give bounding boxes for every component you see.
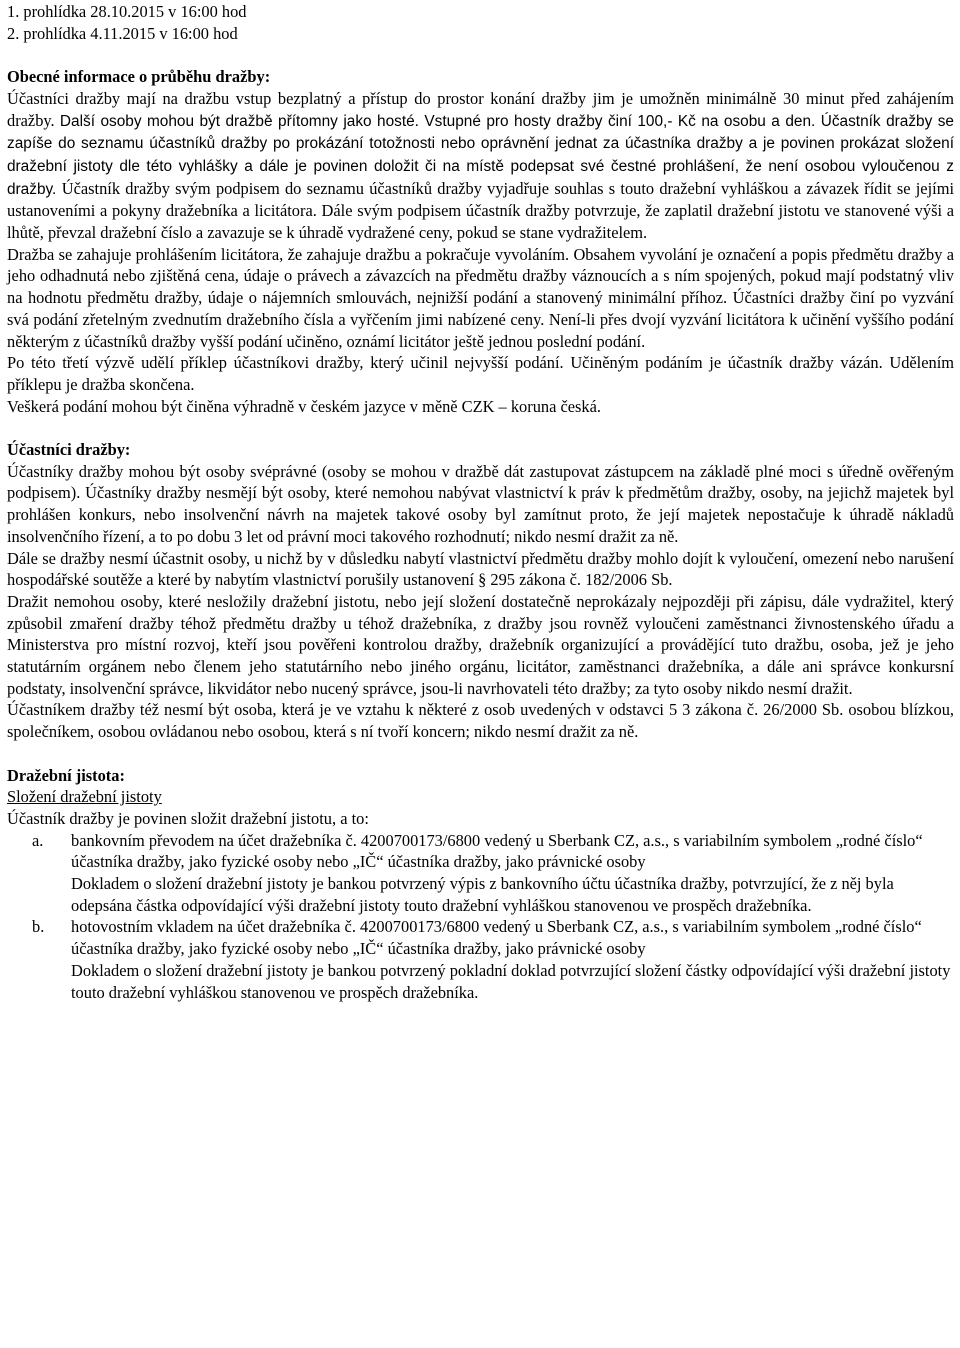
spacer xyxy=(7,743,954,765)
list-item xyxy=(7,916,954,1003)
general-info-heading: Obecné informace o průběhu dražby: xyxy=(7,67,271,87)
spacer xyxy=(7,44,954,66)
participants-paragraph-3: Dražit nemohou osoby, které nesložily dražební jistotu, nebo její složení dostatečně neprokázaly nejpozději při zápisu, dále vydražitel, který způsobil zmaření dražby téhož předmětu dražby u téhož dražebníka, z dražby jsou rovněž vyloučeni zaměstnanci živnostenského úřadu a Ministerstva pro místní rozvoj, kteří jsou pověřeni kontrolou dražby, dražebník organizující a provádějící tuto dražbu, osoba, jež je jeho statutárním orgánem nebo členem jeho statutárního nebo jiného orgánu, licitátor, zaměstnanci dražebníka, a dále ani správce konkursní podstaty, insolvenční správce, likvidátor nebo nucený správce, jsou-li navrhovateli této dražby; za tyto osoby nikdo nesmí dražit. xyxy=(7,591,954,698)
general-info-paragraph-4: Veškerá podání mohou být činěna výhradně v českém jazyce v měně CZK – koruna česká. xyxy=(7,396,601,416)
deposit-method-proof: Dokladem o složení dražební jistoty je bankou potvrzený výpis z bankovního účtu účastníka dražby, potvrzující, že z něj byla odepsána částka odpovídající výši dražební jistoty touto dražební vyhláškou stanovenou ve prospěch dražebníka. xyxy=(71,874,894,915)
participants-paragraph-2: Dále se dražby nesmí účastnit osoby, u nichž by v důsledku nabytí vlastnictví předmětu dražby mohlo dojít k vyloučení, omezení nebo narušení hospodářské soutěže a které by nabytím vlastnictví porušily ustanovení § 295 zákona č. 182/2006 Sb. xyxy=(7,548,954,590)
list-item xyxy=(7,830,954,917)
deposit-intro: Účastník dražby je povinen složit dražební jistotu, a to: xyxy=(7,808,369,828)
list-marker: a. xyxy=(32,830,44,850)
viewing-line-1: 1. prohlídka 28.10.2015 v 16:00 hod xyxy=(7,2,247,21)
deposit-subheading: Složení dražební jistoty xyxy=(7,787,162,807)
participants-heading: Účastníci dražby: xyxy=(7,440,131,460)
general-info-paragraph-1 xyxy=(7,88,954,244)
deposit-methods-list xyxy=(7,830,954,1004)
general-p1-part-c: Účastník dražby svým podpisem do seznamu účastníků dražby vyjadřuje souhlas s touto dražební vyhláškou a závazek řídit se jejími ustanoveními a pokyny dražebníka a licitátora. Dále svým podpisem účastník dražby potvrzuje, že zaplatil dražební jistotu ve stanovené výši a lhůtě, převzal dražební číslo a zavazuje se k úhradě vydražené ceny, pokud se stane vydražitelem. xyxy=(7,178,954,243)
deposit-method-text: hotovostním vkladem na účet dražebníka č. 4200700173/6800 vedený u Sberbank CZ, a.s., s variabilním symbolem „rodné číslo“ účastníka dražby, jako fyzické osoby nebo „IČ“ účastníka dražby, jako právnické osoby xyxy=(71,917,922,959)
participants-paragraph-4: Účastníkem dražby též nesmí být osoba, která je ve vztahu k některé z osob uvedených v odstavci 5 3 zákona č. 26/2000 Sb. osobou blízkou, společníkem, osobou ovládanou nebo osobou, která s ní tvoří koncern; nikdo nesmí dražit za ně. xyxy=(7,700,954,742)
general-info-paragraph-2: Dražba se zahajuje prohlášením licitátora, že zahajuje dražbu a pokračuje vyvoláním. Obsahem vyvolání je označení a popis předmětu dražby a jeho odhadnutá nebo zjištěná cena, údaje o právech a závazcích na předmětu dražby váznoucích a s ním spojených, pokud mají podstatný vliv na hodnotu předmětu dražby, údaje o nájemních smlouvách, nejnižší podání a stanovený minimální příhoz. Účastníci dražby činí po vyzvání svá podání zřetelným zvednutím dražebního čísla a vyřčením jimi nabízené ceny. Není-li přes dvojí vyzvání licitátora k učinění vyššího podání některým z účastníků dražby vyšší podání učiněno, oznámí licitátor ještě jednou poslední podání. xyxy=(7,244,954,351)
deposit-heading: Dražební jistota: xyxy=(7,765,125,785)
deposit-method-text: bankovním převodem na účet dražebníka č. 4200700173/6800 vedený u Sberbank CZ, a.s., s variabilním symbolem „rodné číslo“ účastníka dražby, jako fyzické osoby nebo „IČ“ účastníka dražby, jako právnické osoby xyxy=(71,830,923,872)
deposit-method-proof: Dokladem o složení dražební jistoty je bankou potvrzený pokladní doklad potvrzující složení částky odpovídající výši dražební jistoty touto dražební vyhláškou stanovenou ve prospěch dražebníka. xyxy=(71,960,951,1002)
list-marker: b. xyxy=(32,917,45,937)
general-info-paragraph-3: Po této třetí výzvě udělí příklep účastníkovi dražby, který učinil nejvyšší podání. Učiněným podáním je účastník dražby vázán. Udělením příklepu je dražba skončena. xyxy=(7,353,954,394)
spacer xyxy=(7,417,954,439)
participants-paragraph-1: Účastníky dražby mohou být osoby svéprávné (osoby se mohou v dražbě dát zastupovat zástupcem na základě plné moci s úředně ověřeným podpisem). Účastníky dražby nesmějí být osoby, které nemohou nabývat vlastnictví k práv k předmětům dražby, osoby, na jejichž majetek byl prohlášen konkurs, nebo insolvenční návrh na majetek takové osoby byl zamítnut proto, že její majetek nepostačuje k úhradě nákladů insolvenčního řízení, a to po dobu 3 let od právní moci takového rozhodnutí; nikdo nesmí dražit za ně. xyxy=(7,461,954,546)
viewing-line-2: 2. prohlídka 4.11.2015 v 16:00 hod xyxy=(7,23,238,43)
general-p1-part-a: Účastníci dražby mají na dražbu vstup bezplatný a přístup do prostor konání dražby jim je umožněn minimálně 30 minut před zahájením dražby. xyxy=(7,88,954,130)
general-p1-part-b: Další osoby mohou být dražbě přítomny jako hosté. Vstupné pro hosty dražby činí 100,- Kč na osobu a den. Účastník dražby se zapíše do seznamu účastníků dražby po prokázání totožnosti nebo oprávnění jednat za účastníka dražby a je povinen prokázat složení dražební jistoty dle této vyhlášky a dále je povinen doložit či na místě podepsat své čestné prohlášení, že není osobou vyloučenou z dražby. xyxy=(7,112,954,198)
